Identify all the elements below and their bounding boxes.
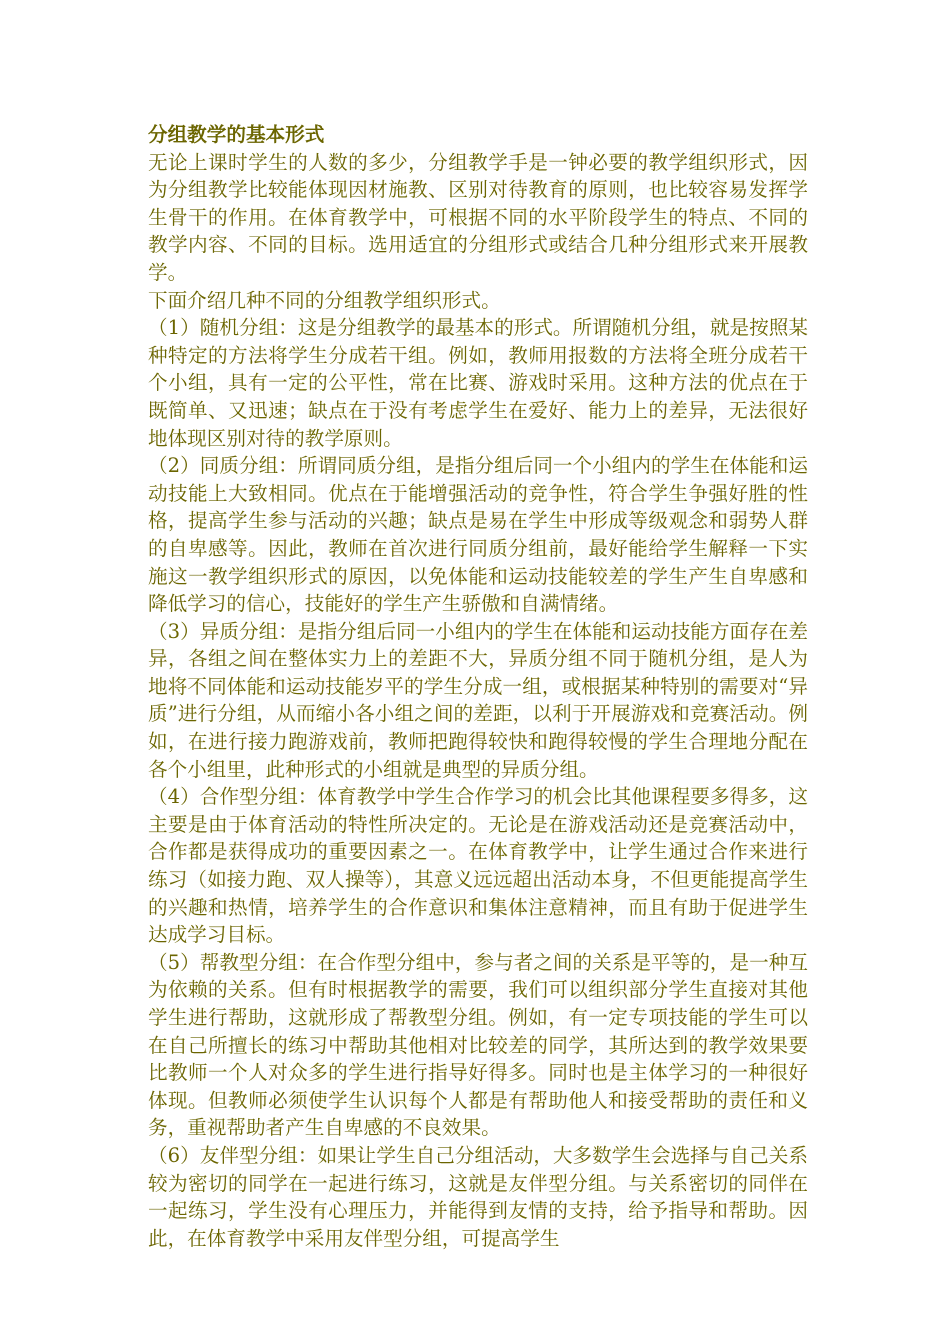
paragraph-heterogeneous-grouping: （3）异质分组：是指分组后同一小组内的学生在体能和运动技能方面存在差异，各组之间在整体实力上的差距不大，异质分组不同于随机分组，是人为地将不同体能和运动技能岁平的学生分成一组，或根据某种特别的需要对“异质”进行分组，从而缩小各小组之间的差距，以利于开展游戏和竞赛活动。例如，在进行接力跑游戏前，教师把跑得较快和跑得较慢的学生合理地分配在各个小组里，此种形式的小组就是典型的异质分组。 bbox=[148, 619, 808, 781]
paragraph-homogeneous-grouping: （2）同质分组：所谓同质分组，是指分组后同一个小组内的学生在体能和运动技能上大致相同。优点在于能增强活动的竞争性，符合学生争强好胜的性格，提高学生参与活动的兴趣；缺点是易在学生中形成等级观念和弱势人群的自卑感等。因此，教师在首次进行同质分组前，最好能给学生解释一下实施这一教学组织形式的原因，以免体能和运动技能较差的学生产生自卑感和降低学习的信心，技能好的学生产生骄傲和自满情绪。 bbox=[148, 454, 808, 616]
paragraph-mentoring-grouping: （5）帮教型分组：在合作型分组中，参与者之间的关系是平等的，是一种互为依赖的关系。但有时根据教学的需要，我们可以组织部分学生直接对其他学生进行帮助，这就形成了帮教型分组。例如，有一定专项技能的学生可以在自己所擅长的练习中帮助其他相对比较差的同学，其所达到的教学效果要比教师一个人对众多的学生进行指导好得多。同时也是主体学习的一种很好体现。但教师必须使学生认识每个人都是有帮助他人和接受帮助的责任和义务，重视帮助者产生自卑感的不良效果。 bbox=[148, 950, 808, 1140]
paragraph-random-grouping: （1）随机分组：这是分组教学的最基本的形式。所谓随机分组，就是按照某种特定的方法将学生分成若干组。例如，教师用报数的方法将全班分成若干个小组，具有一定的公平性，常在比赛、游戏时采用。这种方法的优点在于既简单、又迅速；缺点在于没有考虑学生在爱好、能力上的差异，无法很好地体现区别对待的教学原则。 bbox=[148, 316, 808, 450]
paragraph-companion-grouping: （6）友伴型分组：如果让学生自己分组活动，大多数学生会选择与自己关系较为密切的同学在一起进行练习，这就是友伴型分组。与关系密切的同伴在一起练习，学生没有心理压力，并能得到友情的支持，给予指导和帮助。因此，在体育教学中采用友伴型分组，可提高学生 bbox=[148, 1143, 808, 1250]
paragraph-lead-in: 下面介绍几种不同的分组教学组织形式。 bbox=[148, 288, 501, 312]
paragraph-intro: 无论上课时学生的人数的多少，分组教学手是一钟必要的教学组织形式，因为分组教学比较能体现因材施教、区别对待教育的原则，也比较容易发挥学生骨干的作用。在体育教学中，可根据不同的水平阶段学生的特点、不同的教学内容、不同的目标。选用适宜的分组形式或结合几种分组形式来开展教学。 bbox=[148, 150, 808, 284]
document-title: 分组教学的基本形式 bbox=[148, 123, 325, 146]
document-body bbox=[148, 121, 808, 1252]
paragraph-cooperative-grouping: （4）合作型分组：体育教学中学生合作学习的机会比其他课程要多得多，这主要是由于体育活动的特性所决定的。无论是在游戏活动还是竞赛活动中，合作都是获得成功的重要因素之一。在体育教学中，让学生通过合作来进行练习（如接力跑、双人操等），其意义远远超出活动本身，不但更能提高学生的兴趣和热情，培养学生的合作意识和集体注意精神，而且有助于促进学生达成学习目标。 bbox=[148, 785, 808, 947]
